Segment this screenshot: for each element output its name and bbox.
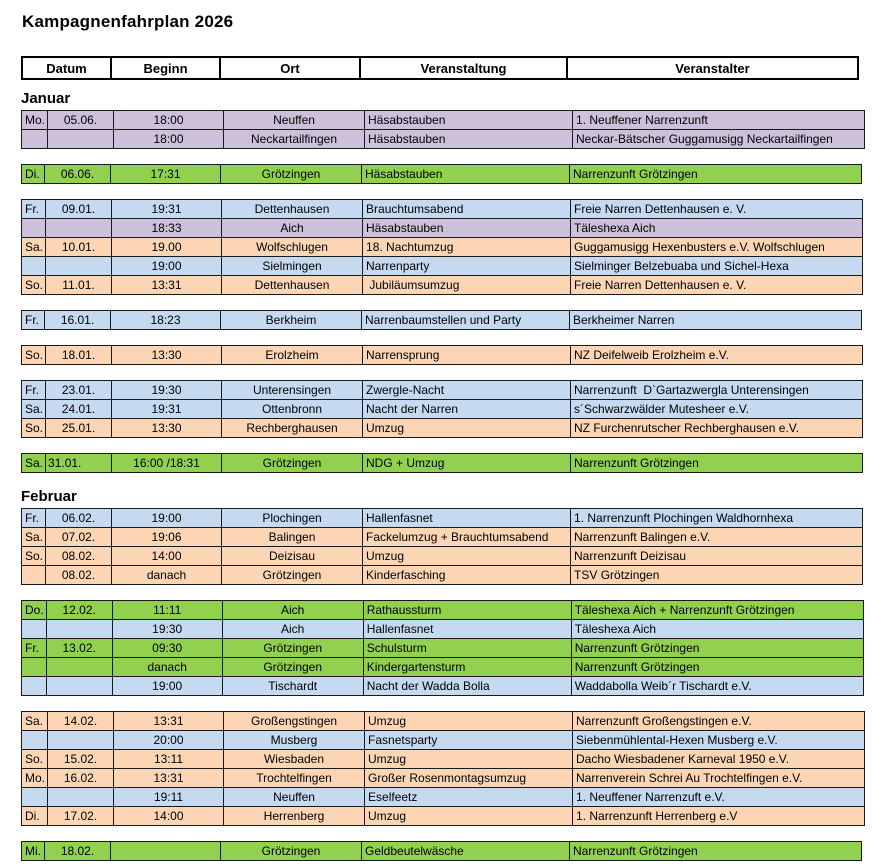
- event-group-table: [21, 110, 865, 149]
- cell-day: [22, 731, 48, 750]
- cell-org: Narrenzunft Grötzingen: [571, 639, 863, 658]
- cell-event: Narrensprung: [363, 346, 571, 365]
- table-row: [22, 346, 863, 365]
- cell-org: Narrenverein Schrei Au Trochtelfingen e.V.: [573, 769, 865, 788]
- cell-date: 06.02.: [46, 509, 112, 528]
- cell-day: Mo.: [22, 111, 48, 130]
- cell-event: Kindergartensturm: [363, 658, 571, 677]
- table-row: [22, 276, 863, 295]
- cell-org: Narrenzunft Grötzingen: [570, 842, 862, 861]
- cell-org: Dacho Wiesbadener Karneval 1950 e.V.: [573, 750, 865, 769]
- header-ort: Ort: [220, 57, 360, 79]
- cell-org: Narrenzunft D`Gartazwergla Unterensingen: [571, 381, 863, 400]
- cell-time: 19:11: [114, 788, 224, 807]
- table-row: [22, 130, 865, 149]
- cell-time: 18:00: [114, 130, 224, 149]
- cell-date: [46, 620, 112, 639]
- cell-time: 11:11: [112, 601, 222, 620]
- cell-org: Narrenzunft Deizisau: [571, 547, 863, 566]
- cell-date: [48, 788, 114, 807]
- cell-time: 14:00: [112, 547, 222, 566]
- sections-container: [21, 90, 891, 861]
- cell-ort: Wolfschlugen: [222, 238, 363, 257]
- table-row: [22, 658, 864, 677]
- table-row: [22, 547, 863, 566]
- cell-ort: Erolzheim: [222, 346, 363, 365]
- cell-org: Siebenmühlental-Hexen Musberg e.V.: [573, 731, 865, 750]
- cell-time: 19:00: [112, 509, 222, 528]
- cell-event: Fasnetsparty: [365, 731, 573, 750]
- cell-event: Hallenfasnet: [363, 509, 571, 528]
- page-title: Kampagnenfahrplan 2026: [22, 12, 234, 31]
- cell-day: Mi.: [22, 842, 45, 861]
- table-row: [22, 219, 863, 238]
- table-row: [22, 842, 862, 861]
- cell-day: [22, 219, 46, 238]
- cell-date: 25.01.: [46, 419, 112, 438]
- cell-ort: Aich: [222, 219, 363, 238]
- cell-org: Berkheimer Narren: [570, 311, 862, 330]
- cell-event: Nacht der Wadda Bolla: [363, 677, 571, 696]
- cell-date: [48, 130, 114, 149]
- table-row: [22, 639, 864, 658]
- event-group-table: [21, 841, 862, 861]
- cell-event: Schulsturm: [363, 639, 571, 658]
- header-row: [22, 57, 858, 79]
- cell-time: danach: [112, 658, 222, 677]
- event-group-table: [21, 380, 863, 438]
- cell-event: Häsabstauben: [363, 219, 571, 238]
- cell-ort: Rechberghausen: [222, 419, 363, 438]
- cell-date: 14.02.: [48, 712, 114, 731]
- header-datum: Datum: [22, 57, 111, 79]
- event-group-table: [21, 345, 863, 365]
- cell-date: 24.01.: [46, 400, 112, 419]
- cell-org: Narrenzunft Grötzingen: [571, 454, 863, 473]
- cell-time: 20:00: [114, 731, 224, 750]
- table-row: [22, 601, 864, 620]
- cell-date: 07.02.: [46, 528, 112, 547]
- cell-time: 19:00: [112, 677, 222, 696]
- table-row: [22, 788, 865, 807]
- cell-ort: Neuffen: [224, 788, 365, 807]
- table-row: [22, 677, 864, 696]
- table-row: [22, 419, 863, 438]
- cell-ort: Sielmingen: [222, 257, 363, 276]
- cell-ort: Grötzingen: [222, 658, 363, 677]
- table-row: [22, 257, 863, 276]
- cell-day: So.: [22, 276, 46, 295]
- cell-day: Fr.: [22, 381, 46, 400]
- cell-ort: Unterensingen: [222, 381, 363, 400]
- cell-event: Häsabstauben: [362, 165, 570, 184]
- cell-event: Jubiläumsumzug: [363, 276, 571, 295]
- table-row: [22, 454, 863, 473]
- cell-time: 19:00: [112, 257, 222, 276]
- column-header-row: [21, 56, 859, 80]
- header-veranstaltung: Veranstaltung: [360, 57, 567, 79]
- cell-org: Neckar-Bätscher Guggamusigg Neckartailfingen: [573, 130, 865, 149]
- cell-ort: Aich: [222, 601, 363, 620]
- cell-time: 18:00: [114, 111, 224, 130]
- cell-ort: Musberg: [224, 731, 365, 750]
- cell-event: Zwergle-Nacht: [363, 381, 571, 400]
- table-row: [22, 165, 862, 184]
- cell-ort: Grötzingen: [221, 165, 362, 184]
- cell-date: 23.01.: [46, 381, 112, 400]
- cell-time: 13:30: [112, 419, 222, 438]
- cell-time: 14:00: [114, 807, 224, 826]
- cell-ort: Dettenhausen: [222, 276, 363, 295]
- cell-event: Narrenbaumstellen und Party: [362, 311, 570, 330]
- cell-event: Umzug: [363, 419, 571, 438]
- cell-event: Großer Rosenmontagsumzug: [365, 769, 573, 788]
- cell-ort: Grötzingen: [222, 566, 363, 585]
- cell-event: NDG + Umzug: [363, 454, 571, 473]
- cell-day: [22, 566, 46, 585]
- cell-time: 13:31: [112, 276, 222, 295]
- cell-time: 18:33: [112, 219, 222, 238]
- cell-event: Umzug: [365, 712, 573, 731]
- table-row: [22, 807, 865, 826]
- cell-time: 19:06: [112, 528, 222, 547]
- cell-org: Täleshexa Aich: [571, 219, 863, 238]
- cell-ort: Ottenbronn: [222, 400, 363, 419]
- cell-ort: Großengstingen: [224, 712, 365, 731]
- cell-date: 18.01.: [46, 346, 112, 365]
- cell-time: 13:30: [112, 346, 222, 365]
- cell-ort: Grötzingen: [222, 639, 363, 658]
- cell-ort: Grötzingen: [222, 454, 363, 473]
- header-veranstalter: Veranstalter: [567, 57, 858, 79]
- cell-day: Fr.: [22, 200, 46, 219]
- section-label: Februar: [21, 488, 77, 505]
- cell-event: 18. Nachtumzug: [363, 238, 571, 257]
- cell-time: 09:30: [112, 639, 222, 658]
- cell-day: Di.: [22, 807, 48, 826]
- cell-org: Narrenzunft Großengstingen e.V.: [573, 712, 865, 731]
- cell-org: s´Schwarzwälder Mutesheer e.V.: [571, 400, 863, 419]
- cell-event: Brauchtumsabend: [363, 200, 571, 219]
- cell-day: Mo.: [22, 769, 48, 788]
- table-row: [22, 769, 865, 788]
- cell-day: So.: [22, 750, 48, 769]
- table-row: [22, 566, 863, 585]
- cell-ort: Berkheim: [221, 311, 362, 330]
- table-row: [22, 200, 863, 219]
- cell-ort: Wiesbaden: [224, 750, 365, 769]
- cell-time: 13:31: [114, 712, 224, 731]
- cell-date: 08.02.: [46, 547, 112, 566]
- cell-ort: Aich: [222, 620, 363, 639]
- cell-date: 12.02.: [46, 601, 112, 620]
- cell-time: 13:31: [114, 769, 224, 788]
- table-row: [22, 528, 863, 547]
- table-row: [22, 400, 863, 419]
- cell-day: Sa.: [22, 238, 46, 257]
- cell-event: Narrenparty: [363, 257, 571, 276]
- cell-org: Freie Narren Dettenhausen e. V.: [571, 200, 863, 219]
- cell-time: 17:31: [111, 165, 221, 184]
- cell-day: Sa.: [22, 712, 48, 731]
- cell-ort: Plochingen: [222, 509, 363, 528]
- cell-event: Geldbeutelwäsche: [362, 842, 570, 861]
- cell-event: Hallenfasnet: [363, 620, 571, 639]
- cell-event: Umzug: [365, 750, 573, 769]
- cell-ort: Neuffen: [224, 111, 365, 130]
- cell-day: So.: [22, 547, 46, 566]
- cell-ort: Grötzingen: [221, 842, 362, 861]
- cell-org: NZ Deifelweib Erolzheim e.V.: [571, 346, 863, 365]
- cell-date: 31.01.: [46, 454, 112, 473]
- cell-event: Eselfeetz: [365, 788, 573, 807]
- cell-date: 13.02.: [46, 639, 112, 658]
- cell-day: Fr.: [22, 639, 47, 658]
- cell-org: 1. Neuffener Narrenzuft e.V.: [573, 788, 865, 807]
- cell-time: 16:00 /18:31: [112, 454, 222, 473]
- cell-day: [22, 788, 48, 807]
- cell-org: 1. Narrenzunft Plochingen Waldhornhexa: [571, 509, 863, 528]
- cell-date: [48, 731, 114, 750]
- cell-org: Sielminger Belzebuaba und Sichel-Hexa: [571, 257, 863, 276]
- table-row: [22, 620, 864, 639]
- section-label: Januar: [21, 90, 71, 107]
- table-row: [22, 111, 865, 130]
- table-row: [22, 381, 863, 400]
- cell-org: Narrenzunft Grötzingen: [570, 165, 862, 184]
- cell-ort: Neckartailfingen: [224, 130, 365, 149]
- cell-date: 09.01.: [46, 200, 112, 219]
- cell-day: [22, 257, 46, 276]
- cell-org: Narrenzunft Balingen e.V.: [571, 528, 863, 547]
- cell-org: Guggamusigg Hexenbusters e.V. Wolfschlugen: [571, 238, 863, 257]
- cell-day: [22, 658, 47, 677]
- cell-event: Umzug: [365, 807, 573, 826]
- cell-event: Rathaussturm: [363, 601, 571, 620]
- cell-date: [46, 677, 112, 696]
- cell-event: Nacht der Narren: [363, 400, 571, 419]
- cell-day: So.: [22, 346, 46, 365]
- cell-day: Di.: [22, 165, 45, 184]
- cell-event: Umzug: [363, 547, 571, 566]
- cell-event: Kinderfasching: [363, 566, 571, 585]
- cell-day: So.: [22, 419, 46, 438]
- cell-org: Täleshexa Aich + Narrenzunft Grötzingen: [571, 601, 863, 620]
- cell-org: NZ Furchenrutscher Rechberghausen e.V.: [571, 419, 863, 438]
- cell-time: 18:23: [111, 311, 221, 330]
- event-group-table: [21, 164, 862, 184]
- cell-date: 08.02.: [46, 566, 112, 585]
- cell-time: [111, 842, 221, 861]
- event-group-table: [21, 199, 863, 295]
- table-row: [22, 509, 863, 528]
- cell-time: danach: [112, 566, 222, 585]
- event-group-table: [21, 453, 863, 473]
- cell-date: 16.02.: [48, 769, 114, 788]
- cell-date: [46, 219, 112, 238]
- header-beginn: Beginn: [111, 57, 220, 79]
- event-group-table: [21, 310, 862, 330]
- cell-day: Sa.: [22, 400, 46, 419]
- cell-day: Do.: [22, 601, 47, 620]
- cell-date: 18.02.: [45, 842, 111, 861]
- cell-time: 19.00: [112, 238, 222, 257]
- cell-date: 11.01.: [46, 276, 112, 295]
- cell-day: Sa.: [22, 528, 46, 547]
- cell-date: 16.01.: [45, 311, 111, 330]
- cell-day: [22, 130, 48, 149]
- table-row: [22, 311, 862, 330]
- event-group-table: [21, 711, 865, 826]
- cell-time: 19:31: [112, 200, 222, 219]
- cell-org: Waddabolla Weib´r Tischardt e.V.: [571, 677, 863, 696]
- table-row: [22, 731, 865, 750]
- cell-org: Narrenzunft Grötzingen: [571, 658, 863, 677]
- cell-ort: Herrenberg: [224, 807, 365, 826]
- event-group-table: [21, 508, 863, 585]
- cell-org: TSV Grötzingen: [571, 566, 863, 585]
- cell-time: 19:31: [112, 400, 222, 419]
- cell-ort: Deizisau: [222, 547, 363, 566]
- cell-event: Fackelumzug + Brauchtumsabend: [363, 528, 571, 547]
- cell-date: 17.02.: [48, 807, 114, 826]
- cell-date: [46, 257, 112, 276]
- cell-ort: Balingen: [222, 528, 363, 547]
- cell-date: 15.02.: [48, 750, 114, 769]
- cell-time: 13:11: [114, 750, 224, 769]
- cell-day: Fr.: [22, 509, 46, 528]
- cell-date: 06.06.: [45, 165, 111, 184]
- cell-date: 05.06.: [48, 111, 114, 130]
- cell-day: Sa.: [22, 454, 46, 473]
- cell-day: [22, 677, 47, 696]
- cell-time: 19:30: [112, 620, 222, 639]
- cell-day: Fr.: [22, 311, 45, 330]
- cell-event: Häsabstauben: [365, 111, 573, 130]
- cell-date: [46, 658, 112, 677]
- cell-time: 19:30: [112, 381, 222, 400]
- cell-ort: Tischardt: [222, 677, 363, 696]
- cell-org: 1. Narrenzunft Herrenberg e.V: [573, 807, 865, 826]
- cell-ort: Dettenhausen: [222, 200, 363, 219]
- cell-ort: Trochtelfingen: [224, 769, 365, 788]
- cell-event: Häsabstauben: [365, 130, 573, 149]
- cell-org: Freie Narren Dettenhausen e. V.: [571, 276, 863, 295]
- cell-date: 10.01.: [46, 238, 112, 257]
- cell-day: [22, 620, 47, 639]
- table-row: [22, 750, 865, 769]
- table-row: [22, 238, 863, 257]
- cell-org: 1. Neuffener Narrenzunft: [573, 111, 865, 130]
- table-row: [22, 712, 865, 731]
- event-group-table: [21, 600, 864, 696]
- cell-org: Täleshexa Aich: [571, 620, 863, 639]
